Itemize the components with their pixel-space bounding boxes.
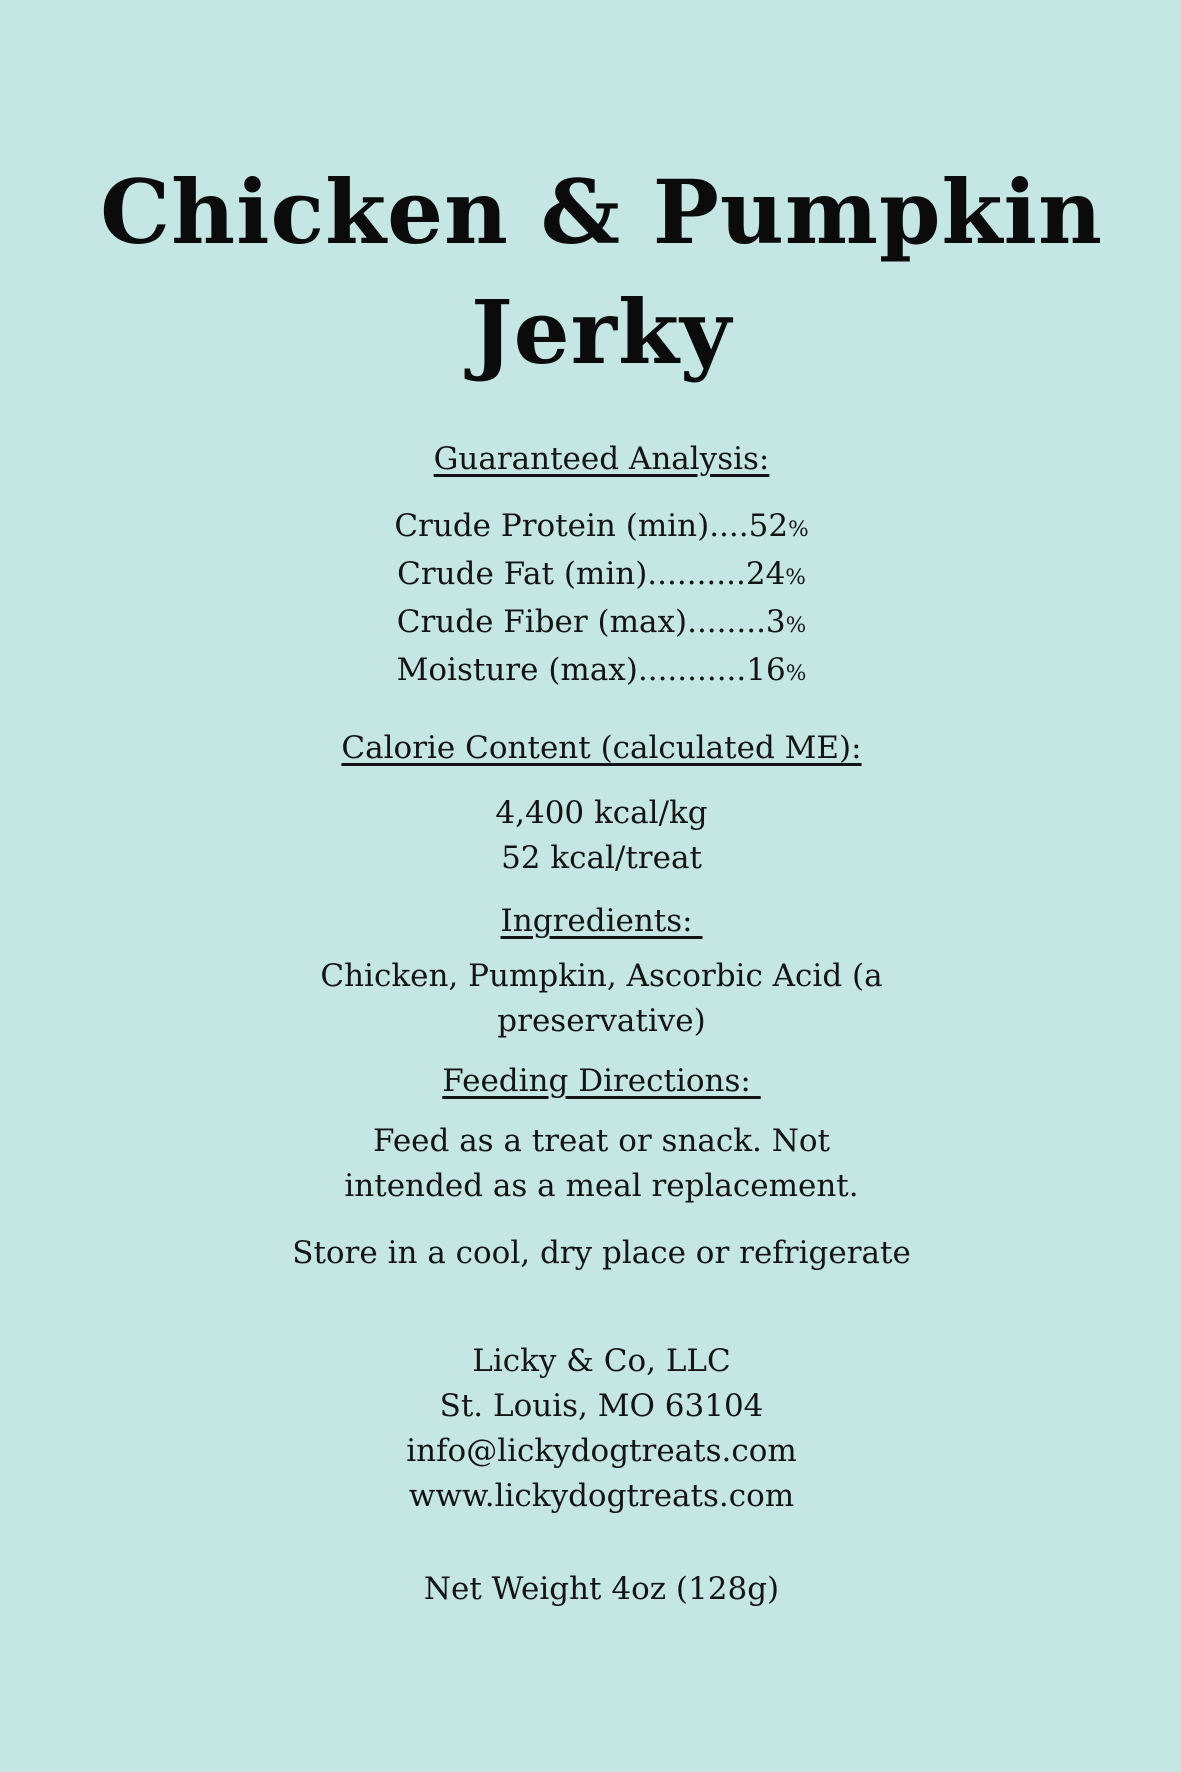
analysis-row-text: Moisture (max)...........16 [396,652,786,688]
net-weight: Net Weight 4oz (128g) [423,1571,780,1607]
company-location: St. Louis, MO 63104 [439,1388,764,1424]
ingredients-list [22,954,1181,1044]
company-website: www.lickydogtreats.com [408,1478,795,1514]
calorie-content-values [22,791,1181,881]
percent-sign: % [785,613,807,638]
calorie-kcal-per-treat: 52 kcal/treat [501,840,702,876]
analysis-row-text: Crude Fat (min)..........24 [397,556,786,592]
feeding-directions-text [22,1119,1181,1209]
calorie-kcal-per-kg: 4,400 kcal/kg [495,795,708,831]
company-info [22,1339,1181,1519]
storage-instructions: Store in a cool, dry place or refrigerate [292,1235,911,1271]
analysis-row-text: Crude Protein (min)....52 [394,508,789,544]
analysis-row-crude-fat [22,552,1181,600]
feeding-directions-line1: Feed as a treat or snack. Not [373,1123,830,1159]
percent-sign: % [785,661,807,686]
analysis-row-crude-fiber [22,600,1181,648]
product-title-line1: Chicken & Pumpkin [100,160,1103,264]
ingredients-line2: preservative) [497,1003,706,1039]
ingredients-heading: Ingredients: [500,903,703,939]
guaranteed-analysis-heading: Guaranteed Analysis: [433,441,770,477]
product-title-line2: Jerky [470,280,733,384]
analysis-row-moisture [22,648,1181,696]
guaranteed-analysis-table [22,504,1181,696]
company-email: info@lickydogtreats.com [406,1433,797,1469]
analysis-row-text: Crude Fiber (max)........3 [396,604,786,640]
calorie-content-heading: Calorie Content (calculated ME): [341,730,862,766]
percent-sign: % [785,565,806,590]
analysis-row-crude-protein [22,504,1181,552]
company-name: Licky & Co, LLC [472,1343,731,1379]
percent-sign: % [788,517,809,542]
ingredients-line1: Chicken, Pumpkin, Ascorbic Acid (a [320,958,883,994]
product-title [22,0,1181,392]
feeding-directions-heading: Feeding Directions: [442,1063,761,1099]
feeding-directions-line2: intended as a meal replacement. [344,1168,859,1204]
